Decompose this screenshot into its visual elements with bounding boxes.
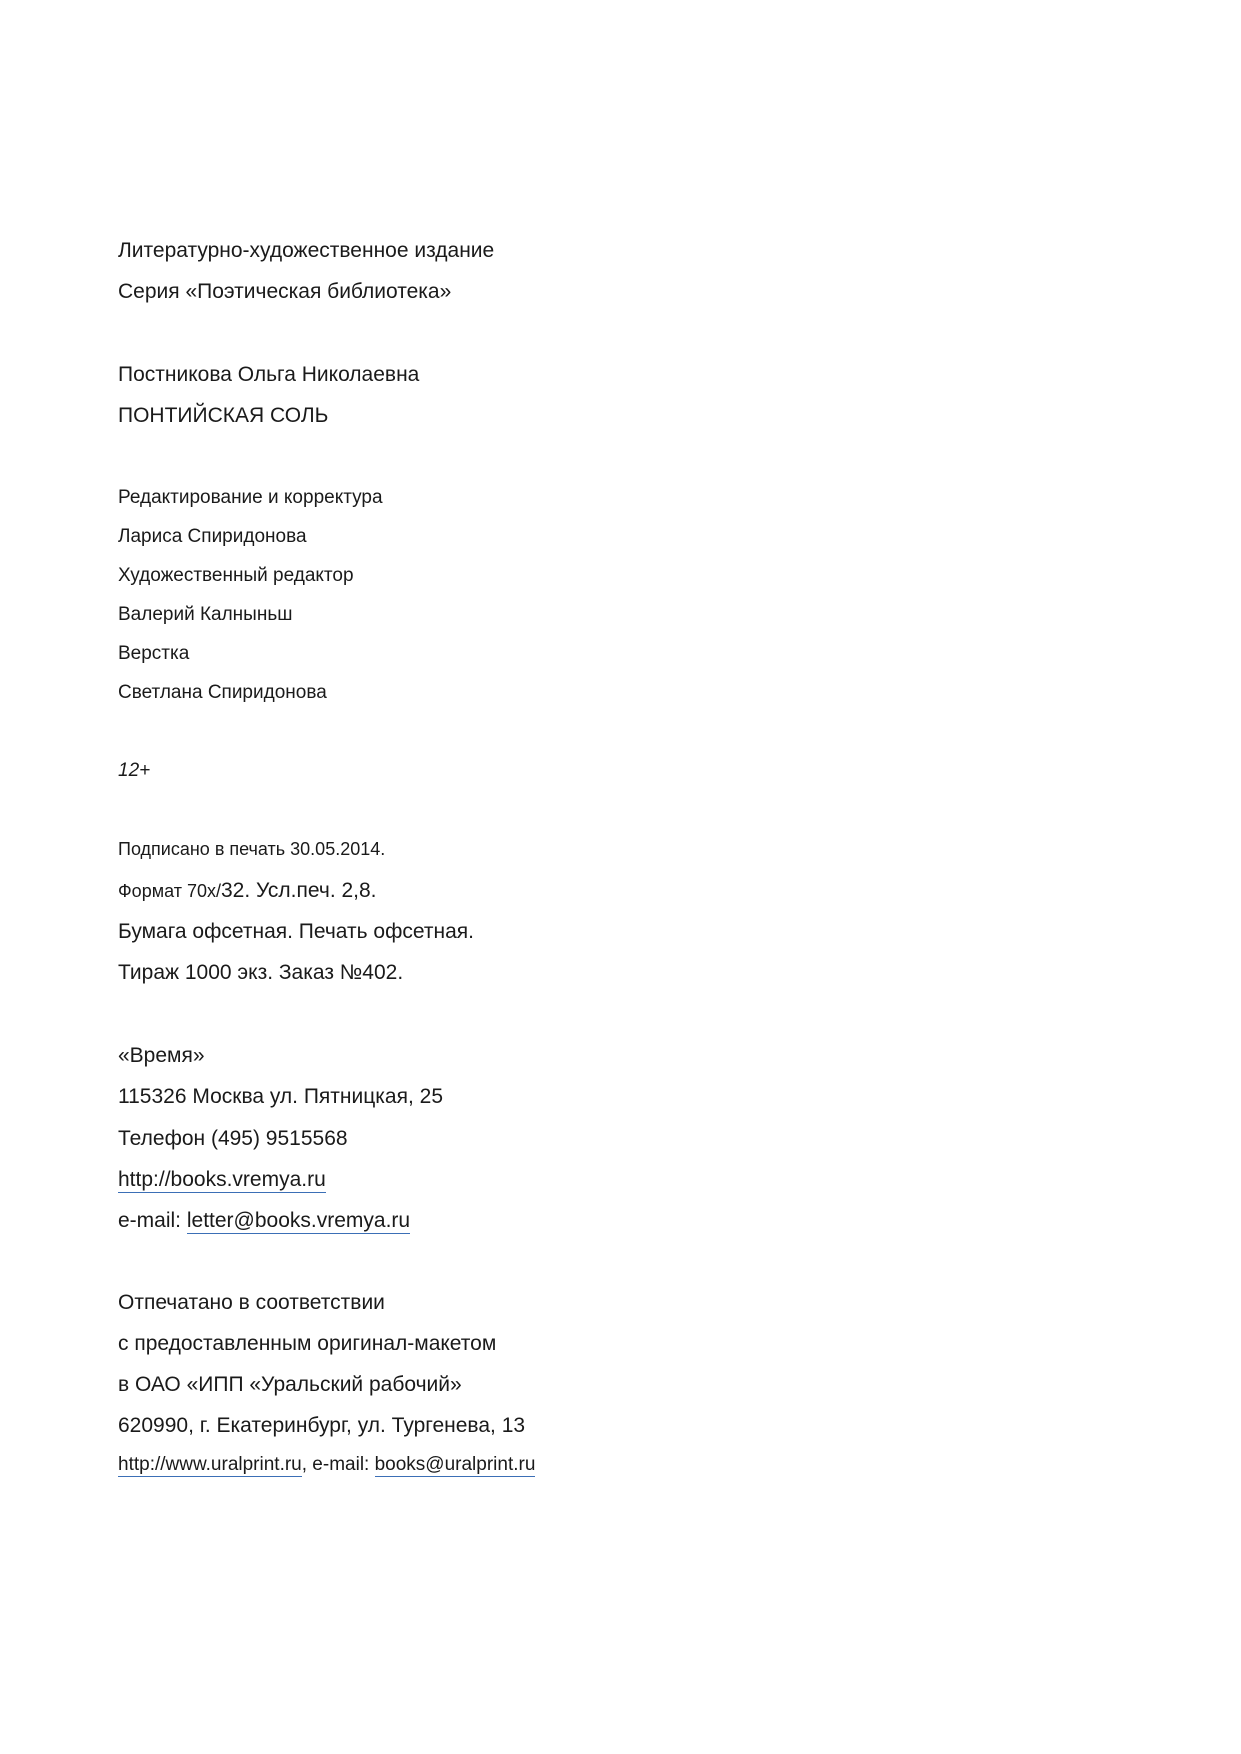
publisher-address: 115326 Москва ул. Пятницкая, 25 xyxy=(118,1085,444,1108)
format-prefix: Формат 70х/ xyxy=(118,881,221,901)
edition-type: Литературно-художественное издание xyxy=(118,239,495,262)
printer-address: 620990, г. Екатеринбург, ул. Тургенева, 13 xyxy=(118,1414,526,1437)
publisher-email-label: e-mail: xyxy=(118,1209,187,1232)
signed-to-print: Подписано в печать 30.05.2014. xyxy=(118,839,386,859)
layout-name: Светлана Спиридонова xyxy=(118,682,327,703)
layout-role: Верстка xyxy=(118,643,190,664)
publisher-email-line xyxy=(118,1210,410,1231)
publisher-name: «Время» xyxy=(118,1044,205,1067)
format-line xyxy=(118,880,377,901)
age-rating: 12+ xyxy=(118,760,151,781)
editing-role: Редактирование и корректура xyxy=(118,487,383,508)
printer-line-2: с предоставленным оригинал-макетом xyxy=(118,1332,497,1355)
art-editor-name: Валерий Калныньш xyxy=(118,604,293,625)
series-name: Серия «Поэтическая библиотека» xyxy=(118,280,452,303)
editing-name: Лариса Спиридонова xyxy=(118,526,307,547)
publisher-website-line xyxy=(118,1169,326,1190)
printer-website-link[interactable]: http://www.uralprint.ru xyxy=(118,1454,302,1475)
paper-line: Бумага офсетная. Печать офсетная. xyxy=(118,920,474,943)
author-name: Постникова Ольга Николаевна xyxy=(118,363,420,386)
publisher-website-link[interactable]: http://books.vremya.ru xyxy=(118,1168,326,1191)
printer-line-3: в ОАО «ИПП «Уральский рабочий» xyxy=(118,1373,462,1396)
print-run-line: Тираж 1000 экз. Заказ №402. xyxy=(118,961,404,984)
book-title: ПОНТИЙСКАЯ СОЛЬ xyxy=(118,404,329,427)
printer-email-link[interactable]: books@uralprint.ru xyxy=(374,1454,536,1475)
printer-line-1: Отпечатано в соответствии xyxy=(118,1291,385,1314)
publisher-email-link[interactable]: letter@books.vremya.ru xyxy=(186,1209,411,1232)
publisher-phone: Телефон (495) 9515568 xyxy=(118,1127,348,1150)
printer-contacts-line xyxy=(118,1455,535,1474)
printer-email-label: , e-mail: xyxy=(301,1454,375,1475)
art-editor-role: Художественный редактор xyxy=(118,565,354,586)
format-rest: 32. Усл.печ. 2,8. xyxy=(220,879,377,902)
